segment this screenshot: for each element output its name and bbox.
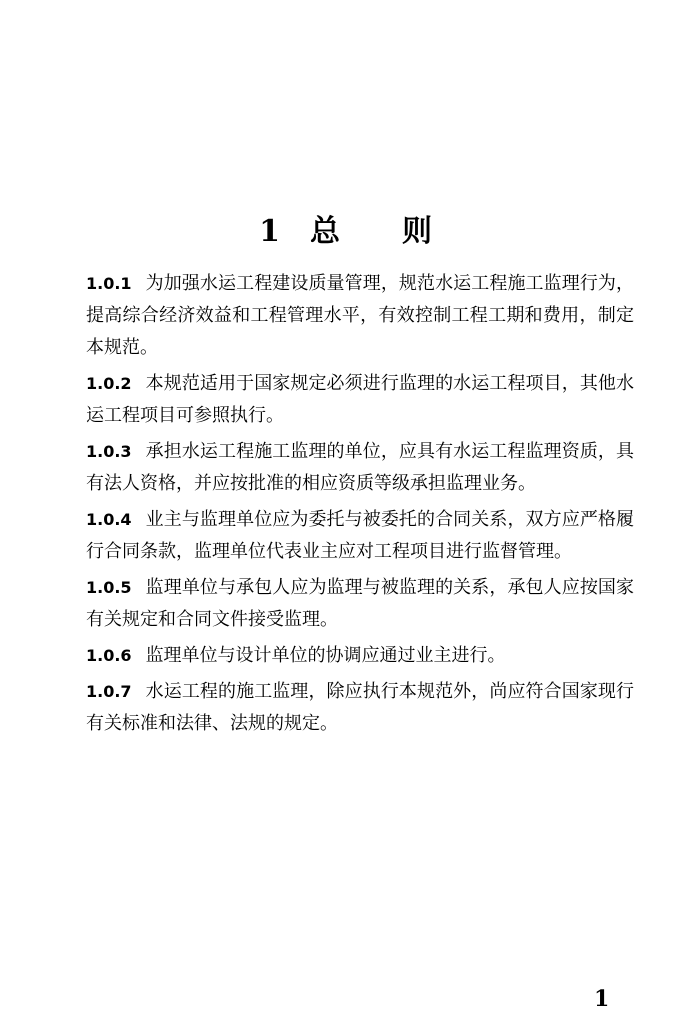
clause-number: 1.0.1 <box>86 274 132 293</box>
clause-text: 监理单位与承包人应为监理与被监理的关系，承包人应按国家有关规定和合同文件接受监理。 <box>86 577 634 630</box>
clause-1-0-4 <box>86 504 634 568</box>
clause-text: 水运工程的施工监理，除应执行本规范外，尚应符合国家现行有关标准和法律、法规的规定。 <box>86 681 634 734</box>
clause-text: 监理单位与设计单位的协调应通过业主进行。 <box>145 645 506 666</box>
chapter-title-char-2: 则 <box>401 214 432 249</box>
clause-number: 1.0.4 <box>86 510 132 529</box>
page-number: 1 <box>594 986 610 1012</box>
clause-1-0-2 <box>86 368 634 432</box>
clause-1-0-6 <box>86 640 634 672</box>
clause-list <box>86 268 634 744</box>
clause-text: 为加强水运工程建设质量管理，规范水运工程施工监理行为，提高综合经济效益和工程管理水平，有效控制工程工期和费用，制定本规范。 <box>86 273 634 358</box>
chapter-title <box>0 206 691 250</box>
clause-number: 1.0.5 <box>86 578 132 597</box>
chapter-number: 1 <box>259 214 280 249</box>
clause-number: 1.0.7 <box>86 682 132 701</box>
clause-number: 1.0.3 <box>86 442 132 461</box>
clause-text: 本规范适用于国家规定必须进行监理的水运工程项目，其他水运工程项目可参照执行。 <box>86 373 634 426</box>
clause-text: 承担水运工程施工监理的单位，应具有水运工程监理资质，具有法人资格，并应按批准的相应资质等级承担监理业务。 <box>86 441 634 494</box>
clause-1-0-3 <box>86 436 634 500</box>
clause-text: 业主与监理单位应为委托与被委托的合同关系，双方应严格履行合同条款，监理单位代表业主应对工程项目进行监督管理。 <box>86 509 634 562</box>
clause-1-0-7 <box>86 676 634 740</box>
chapter-title-char-1: 总 <box>309 214 340 249</box>
clause-number: 1.0.6 <box>86 646 132 665</box>
clause-1-0-5 <box>86 572 634 636</box>
clause-1-0-1 <box>86 268 634 364</box>
clause-number: 1.0.2 <box>86 374 132 393</box>
